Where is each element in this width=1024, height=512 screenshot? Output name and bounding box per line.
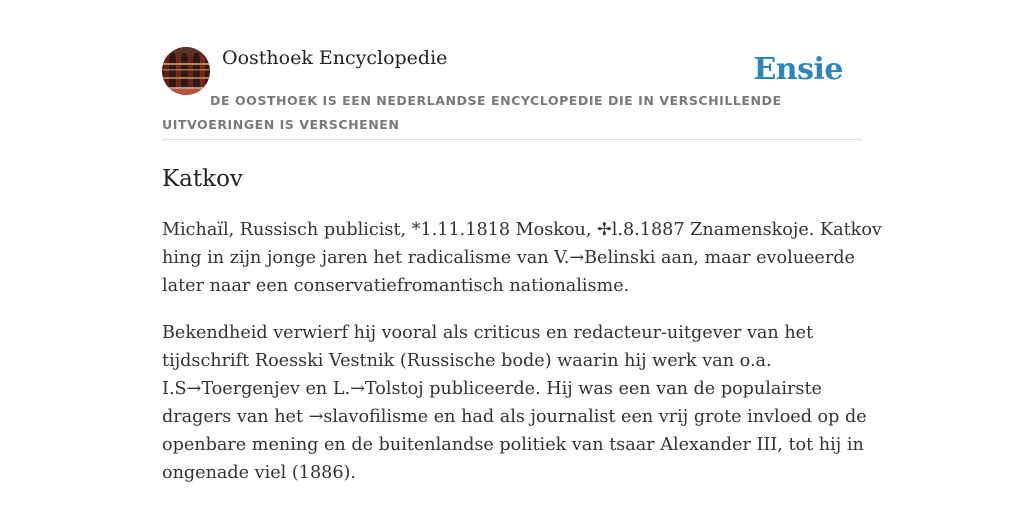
paragraph-line: later naar een conservatiefromantisch nationalisme. [162, 276, 630, 296]
paragraph-line: Bekendheid verwierf hij vooral als criticus en redacteur-uitgever van het [162, 323, 814, 343]
site-tagline: DE OOSTHOEK IS EEN NEDERLANDSE ENCYCLOPEDIE DIE IN VERSCHILLENDE UITVOERINGEN IS VERSCHENEN [162, 93, 782, 132]
paragraph-line: Michaïl, Russisch publicist, *1.11.1818 Moskou, ✢l.8.1887 Znamenskoje. Katkov [162, 220, 882, 240]
paragraph-line[interactable]: dragers van het →slavofilisme en had als journalist een vrij grote invloed op de [162, 407, 867, 427]
avatar-image [162, 47, 210, 95]
article-paragraph-2 [162, 319, 867, 487]
paragraph-line: tijdschrift Roesski Vestnik (Russische bode) waarin hij werk van o.a. [162, 351, 772, 371]
header-divider [162, 139, 862, 140]
article-paragraph-1 [162, 216, 882, 300]
paragraph-line[interactable]: hing in zijn jonge jaren het radicalisme van V.→Belinski aan, maar evolueerde [162, 248, 855, 268]
article-title: Katkov [162, 166, 243, 192]
paragraph-line[interactable]: I.S→Toergenjev en L.→Tolstoj publiceerde. Hij was een van de populairste [162, 379, 822, 399]
brand-logo[interactable]: Ensie [753, 52, 843, 87]
paragraph-line: openbare mening en de buitenlandse politiek van tsaar Alexander III, tot hij in [162, 435, 864, 455]
paragraph-line: ongenade viel (1886). [162, 463, 356, 483]
site-name[interactable]: Oosthoek Encyclopedie [222, 47, 448, 69]
encyclopedia-books-icon[interactable] [162, 47, 210, 95]
